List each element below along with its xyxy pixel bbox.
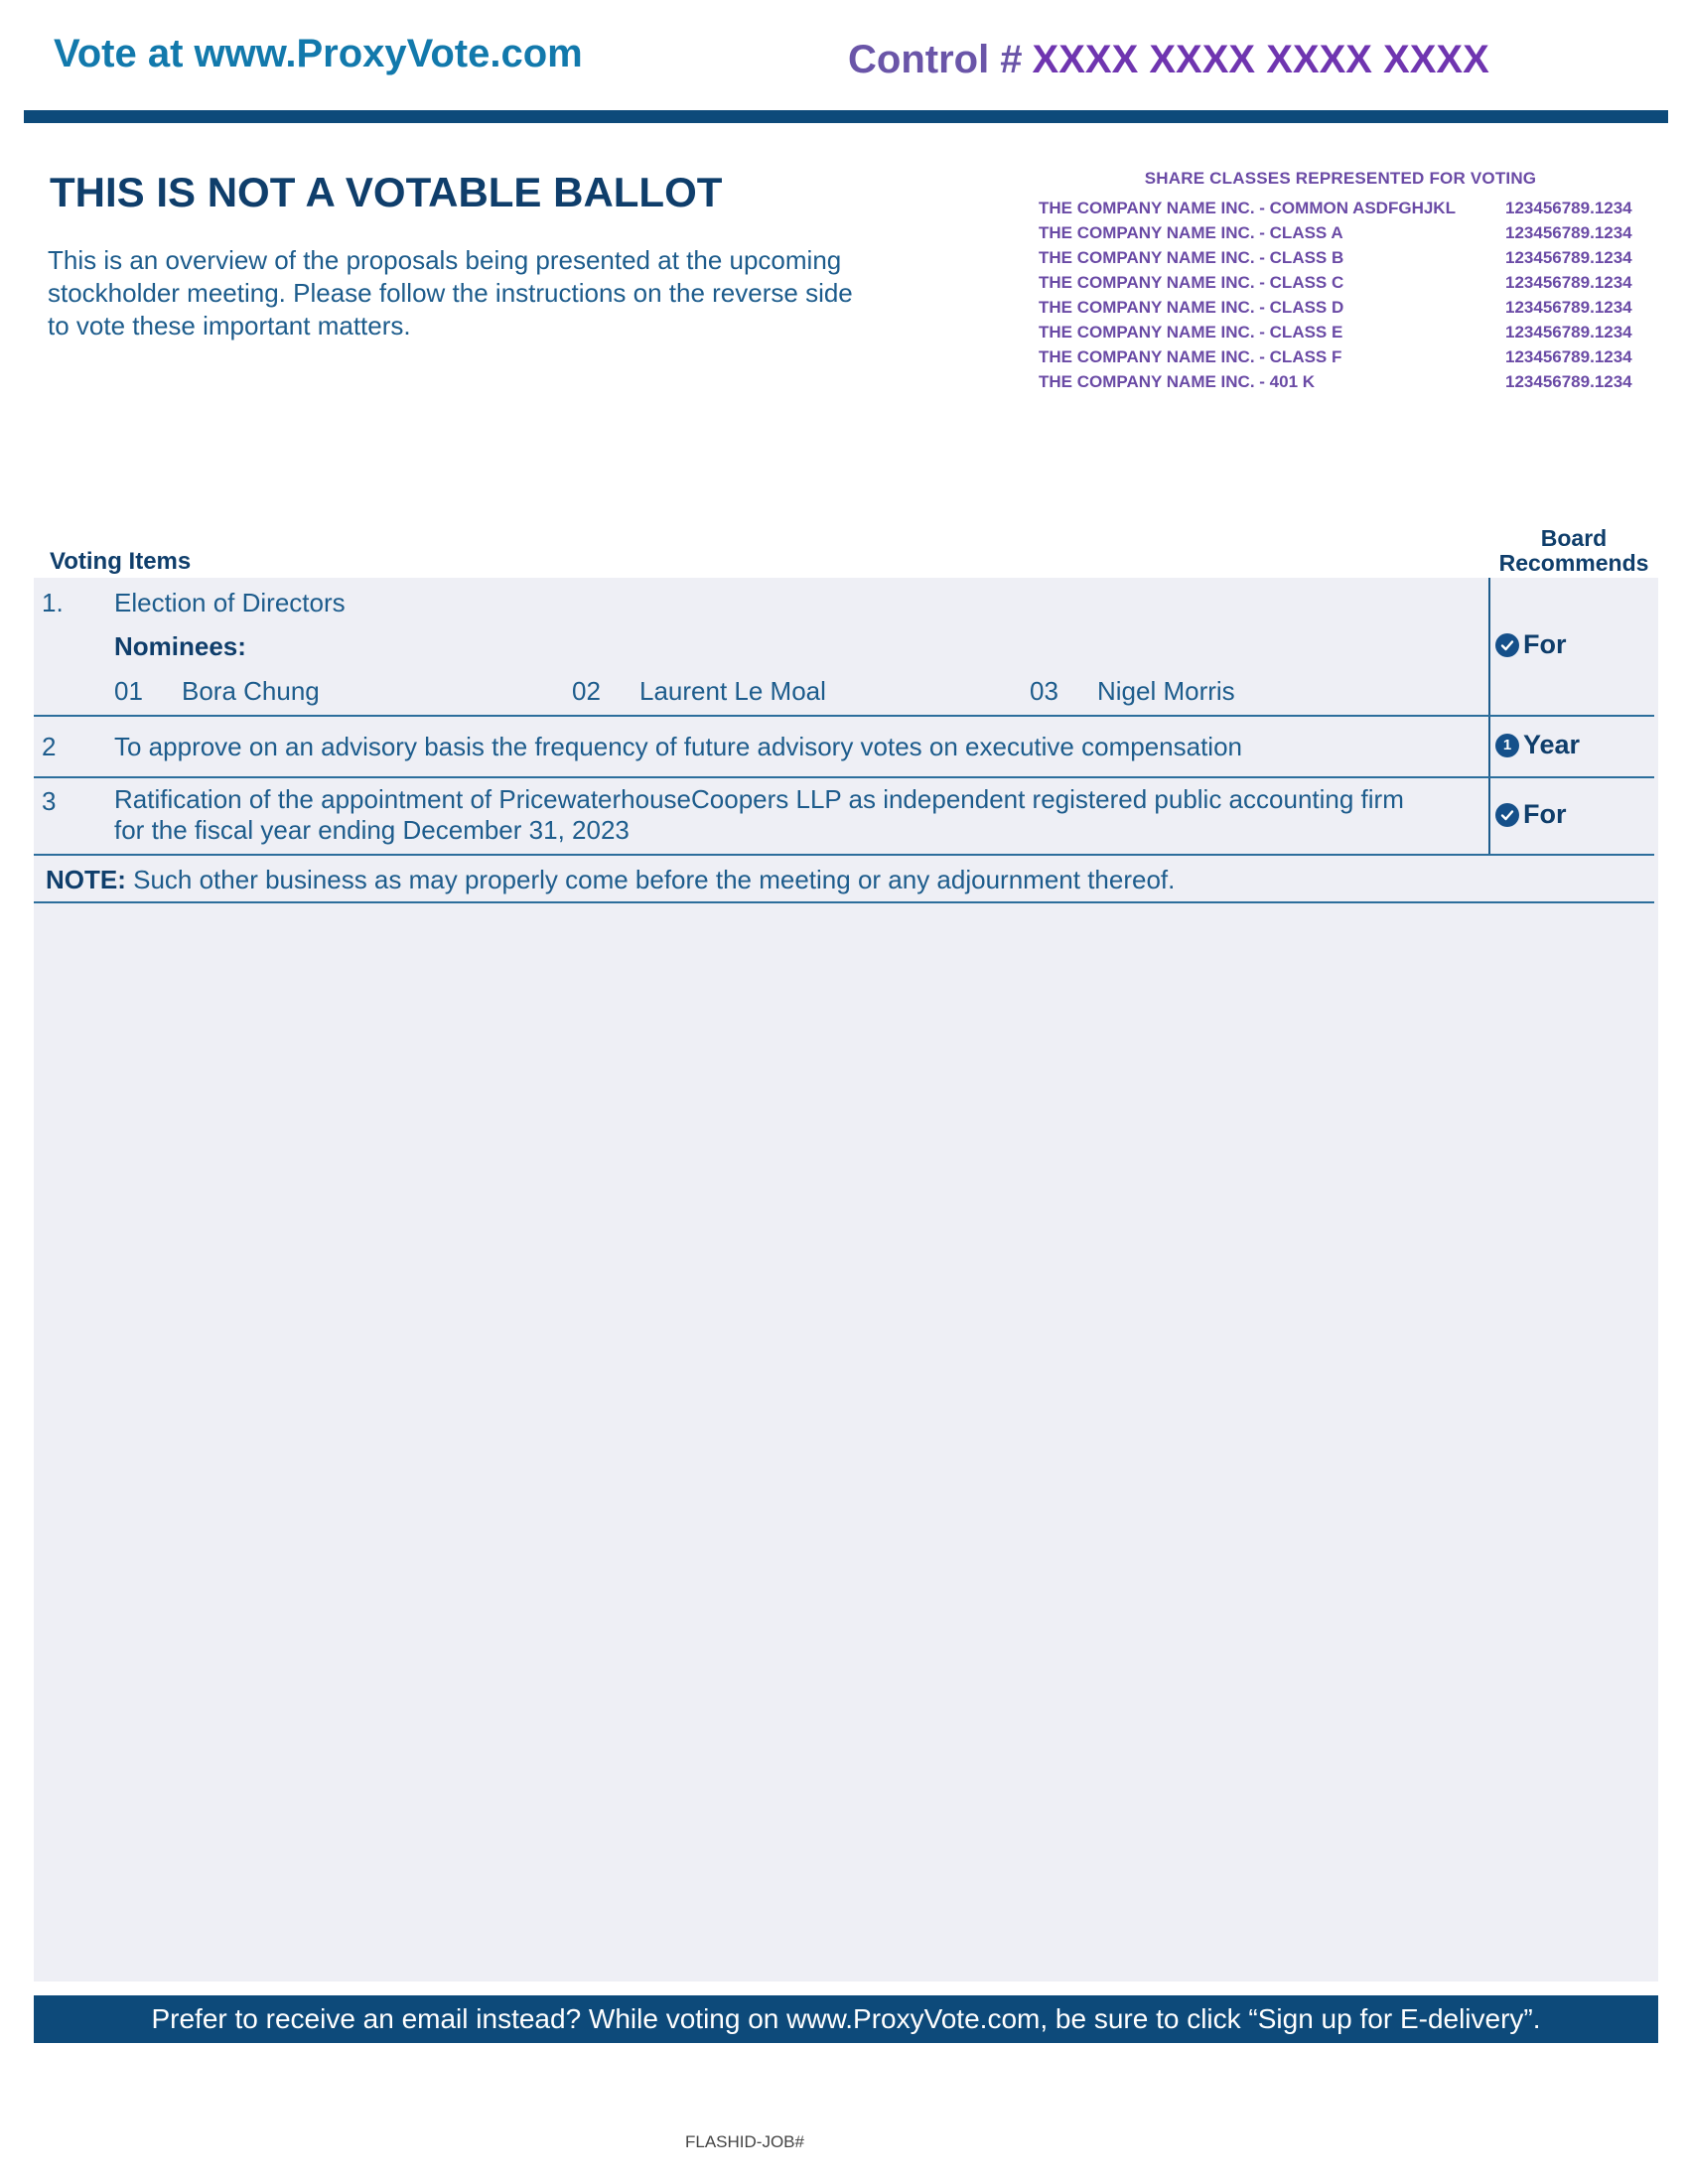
nominee [1030, 676, 1235, 707]
board-label-line2: Recommends [1498, 550, 1649, 576]
recommendation-value: Year [1523, 730, 1581, 759]
item-text-line: for the fiscal year ending December 31, 2023 [114, 815, 630, 845]
item-text-line: Ratification of the appointment of PricewaterhouseCoopers LLP as independent registered public accounting firm [114, 784, 1404, 814]
share-class-amount: 123456789.1234 [1505, 372, 1632, 391]
note-label: NOTE: [46, 865, 126, 894]
nominee-number: 02 [572, 676, 601, 706]
number-one-circle-icon: 1 [1495, 734, 1519, 757]
share-class-row [1039, 347, 1654, 372]
control-number-value: XXXX XXXX XXXX XXXX [1032, 38, 1489, 81]
share-class-name: THE COMPANY NAME INC. - CLASS A [1039, 223, 1343, 242]
row-divider [34, 715, 1654, 717]
share-class-row [1039, 323, 1654, 347]
share-class-row [1039, 199, 1654, 223]
row-divider [34, 901, 1654, 903]
share-class-name: THE COMPANY NAME INC. - CLASS D [1039, 298, 1344, 317]
row-divider [34, 776, 1654, 778]
share-class-name: THE COMPANY NAME INC. - CLASS B [1039, 248, 1344, 267]
share-class-amount: 123456789.1234 [1505, 273, 1632, 292]
control-number [848, 38, 1489, 82]
share-class-amount: 123456789.1234 [1505, 298, 1632, 317]
check-circle-icon [1495, 803, 1519, 827]
note-text: Such other business as may properly come before the meeting or any adjournment thereof. [125, 865, 1176, 894]
item-number: 1. [42, 588, 64, 617]
board-recommends-label [1489, 526, 1658, 576]
item-number: 3 [42, 786, 57, 816]
nominee [114, 676, 320, 707]
header-rule [24, 110, 1668, 123]
nominee [572, 676, 826, 707]
share-class-row [1039, 223, 1654, 248]
recommendation-value: For [1523, 799, 1567, 829]
share-class-name: THE COMPANY NAME INC. - CLASS C [1039, 273, 1344, 292]
share-class-name: THE COMPANY NAME INC. - COMMON ASDFGHJKL [1039, 199, 1456, 217]
share-classes-table [1039, 199, 1654, 397]
nominee-name: Nigel Morris [1097, 676, 1235, 706]
intro-paragraph: This is an overview of the proposals being presented at the upcoming stockholder meeting. Please follow the instructions on the reverse side to vote these important matters. [48, 245, 853, 341]
item-text: Election of Directors [114, 588, 346, 617]
share-class-amount: 123456789.1234 [1505, 199, 1632, 217]
nominee-name: Bora Chung [182, 676, 320, 706]
share-class-amount: 123456789.1234 [1505, 223, 1632, 242]
vote-url-heading: Vote at www.ProxyVote.com [54, 32, 583, 75]
share-class-name: THE COMPANY NAME INC. - 401 K [1039, 372, 1316, 391]
share-class-row [1039, 273, 1654, 298]
nominee-number: 01 [114, 676, 143, 706]
share-class-name: THE COMPANY NAME INC. - CLASS E [1039, 323, 1343, 341]
recommendation [1495, 799, 1567, 830]
share-class-amount: 123456789.1234 [1505, 347, 1632, 366]
board-label-line1: Board [1540, 525, 1608, 551]
recommendation-value: For [1523, 629, 1567, 659]
job-id: FLASHID-JOB# [685, 2132, 804, 2151]
page-title: THIS IS NOT A VOTABLE BALLOT [50, 169, 723, 215]
recommendation [1495, 629, 1567, 660]
row-divider [34, 854, 1654, 856]
item-number: 2 [42, 732, 57, 761]
share-class-amount: 123456789.1234 [1505, 248, 1632, 267]
recommendation [1495, 730, 1580, 760]
item-text: To approve on an advisory basis the frequency of future advisory votes on executive compensation [114, 732, 1242, 761]
share-class-row [1039, 248, 1654, 273]
nominee-number: 03 [1030, 676, 1058, 706]
item-text [114, 784, 1404, 846]
share-class-row [1039, 372, 1654, 397]
share-class-row [1039, 298, 1654, 323]
nominees-label: Nominees: [114, 631, 246, 661]
nominee-name: Laurent Le Moal [639, 676, 826, 706]
share-classes-heading: SHARE CLASSES REPRESENTED FOR VOTING [1144, 169, 1537, 188]
share-class-amount: 123456789.1234 [1505, 323, 1632, 341]
note [46, 865, 1175, 895]
check-circle-icon [1495, 633, 1519, 657]
voting-items-label: Voting Items [50, 548, 192, 575]
control-label: Control # [848, 38, 1023, 81]
recommendation-column-divider [1488, 578, 1490, 856]
e-delivery-banner: Prefer to receive an email instead? While voting on www.ProxyVote.com, be sure to click “Sign up for E-delivery”. [34, 1995, 1658, 2043]
share-class-name: THE COMPANY NAME INC. - CLASS F [1039, 347, 1342, 366]
